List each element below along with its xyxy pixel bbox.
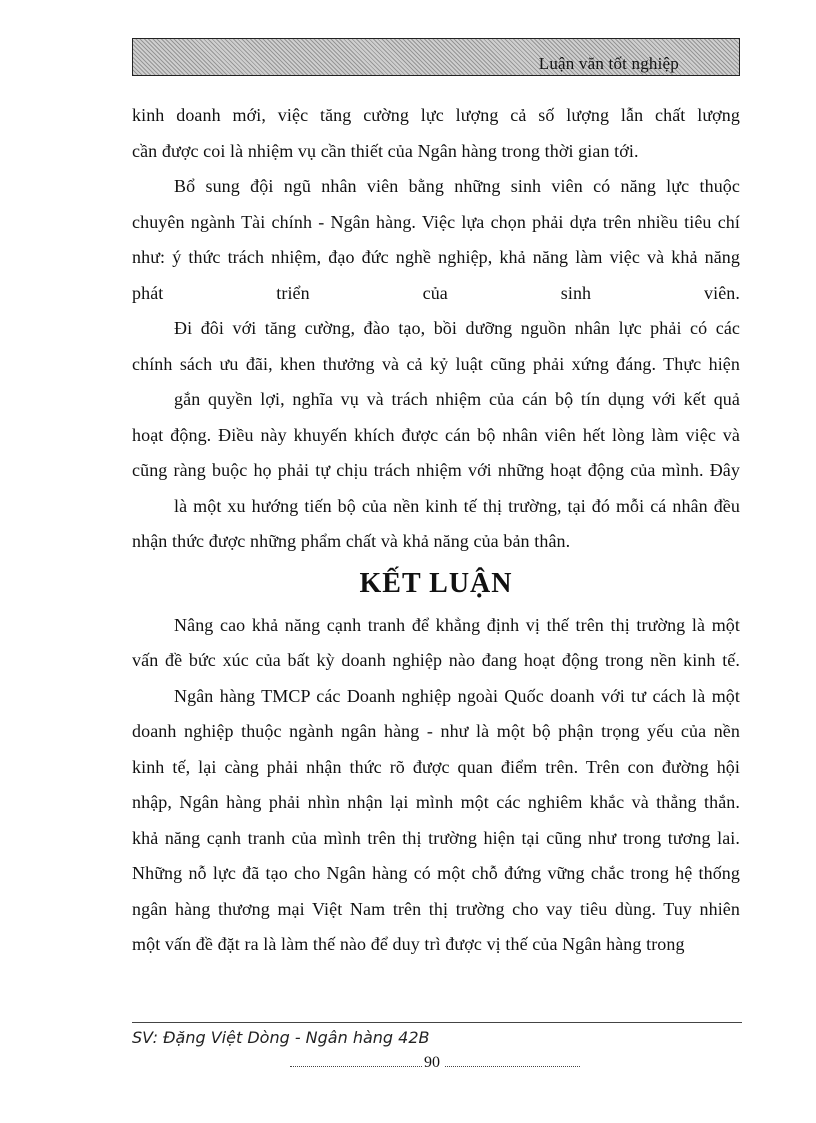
body-line: cần được coi là nhiệm vụ cần thiết của Ngân hàng trong thời gian tới.	[132, 140, 639, 161]
conclusion-line: kinh tế, lại càng phải nhận thức rõ được quan điểm trên. Trên con đường hội	[132, 756, 740, 777]
body-line: nhận thức được những phẩm chất và khả năng của bản thân.	[132, 531, 571, 551]
body-line: cũng ràng buộc họ phải tự chịu trách nhiệm với những hoạt động của mình. Đây	[132, 460, 740, 480]
conclusion-line: ngân hàng thương mại Việt Nam trên thị trường cho vay tiêu dùng. Tuy nhiên	[132, 898, 740, 919]
conclusion-line: khả năng cạnh tranh của mình trên thị trường hiện tại cũng như trong tương lai.	[132, 827, 740, 848]
conclusion-line: Những nỗ lực đã tạo cho Ngân hàng có một chỗ đứng vững chắc trong hệ thống	[132, 863, 740, 883]
conclusion-line: một vấn đề đặt ra là làm thế nào để duy trì được vị thế của Ngân hàng trong	[132, 934, 685, 954]
body-line: là một xu hướng tiến bộ của nền kinh tế thị trường, tại đó mỗi cá nhân đều	[174, 495, 740, 516]
conclusion-line: nhập, Ngân hàng phải nhìn nhận lại mình một các nghiêm khắc và thẳng thắn.	[132, 792, 740, 812]
body-line: như: ý thức trách nhiệm, đạo đức nghề nghiệp, khả năng làm việc và khả năng	[132, 247, 740, 267]
body-line: Đi đôi với tăng cường, đào tạo, bồi dưỡng nguồn nhân lực phải có các	[174, 318, 740, 338]
body-line: chuyên ngành Tài chính - Ngân hàng. Việc lựa chọn phải dựa trên nhiều tiêu chí	[132, 211, 740, 232]
header-title: Luận văn tốt nghiệp	[538, 54, 679, 73]
dotted-leader-left	[290, 1066, 422, 1067]
dotted-leader-right	[445, 1066, 580, 1067]
section-heading: KẾT LUẬN	[359, 567, 513, 599]
footer-author: SV: Đặng Việt Dòng - Ngân hàng 42B	[132, 1028, 430, 1047]
body-line: phát triển của sinh viên.	[132, 282, 740, 303]
body-line: hoạt động. Điều này khuyến khích được cán bộ nhân viên hết lòng làm việc và	[132, 424, 740, 445]
body-line: kinh doanh mới, việc tăng cường lực lượng cả số lượng lẫn chất lượng	[132, 105, 740, 125]
body-line: Bổ sung đội ngũ nhân viên bằng những sinh viên có năng lực thuộc	[174, 176, 740, 196]
conclusion-line: doanh nghiệp thuộc ngành ngân hàng - như là một bộ phận trọng yếu của nền	[132, 721, 740, 741]
footer-divider	[132, 1022, 742, 1023]
document-body	[132, 98, 740, 963]
footer-page	[290, 1054, 580, 1074]
conclusion-line: vấn đề bức xúc của bất kỳ doanh nghiệp nào đang hoạt động trong nền kinh tế.	[132, 650, 740, 670]
conclusion-line: Ngân hàng TMCP các Doanh nghiệp ngoài Quốc doanh với tư cách là một	[174, 685, 740, 706]
page-number: 90	[424, 1054, 440, 1071]
header-banner	[132, 38, 740, 76]
body-line: chính sách ưu đãi, khen thưởng và cả kỷ luật cũng phải xứng đáng. Thực hiện	[132, 353, 740, 374]
conclusion-line: Nâng cao khả năng cạnh tranh để khẳng định vị thế trên thị trường là một	[174, 614, 740, 635]
body-line: gắn quyền lợi, nghĩa vụ và trách nhiệm của cán bộ tín dụng với kết quả	[174, 389, 740, 409]
